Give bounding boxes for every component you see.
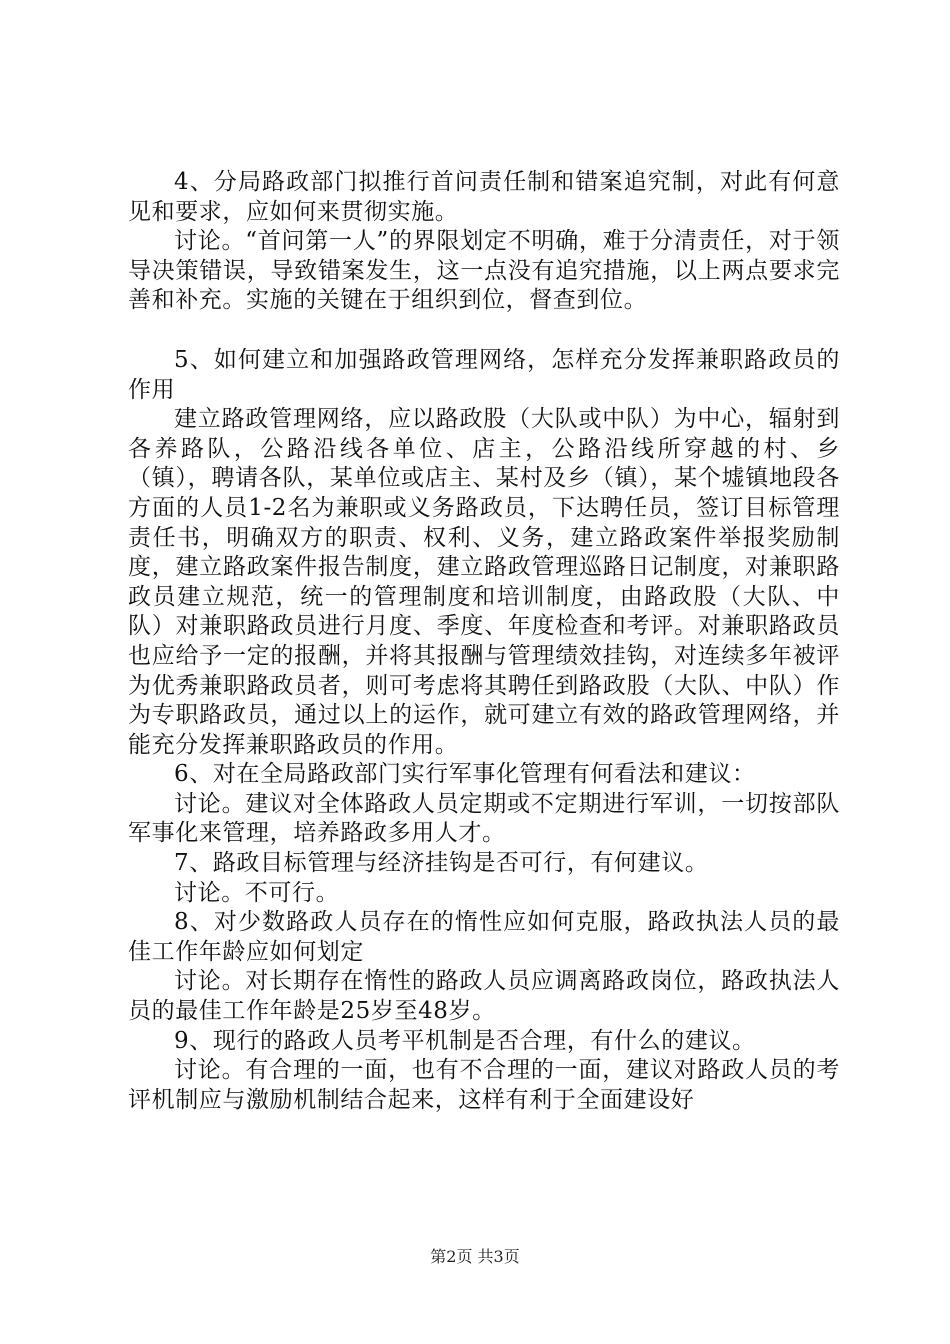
paragraph-question-6: 6、对在全局路政部门实行军事化管理有何看法和建议： (174, 761, 756, 788)
document-body (128, 168, 840, 1115)
paragraph-gap (128, 316, 840, 346)
page-number-footer: 第2页 共3页 (430, 1247, 520, 1266)
paragraph-question-4: 4、分局路政部门拟推行首问责任制和错案追究制，对此有何意见和要求，应如何来贯彻实施。 (128, 169, 840, 225)
paragraph-discussion-8: 讨论。对长期存在惰性的路政人员应调离路政岗位，路政执法人员的最佳工作年龄是25岁至48岁。 (128, 968, 840, 1025)
paragraph-discussion-6: 讨论。建议对全体路政人员定期或不定期进行军训，一切按部队军事化来管理，培养路政多用人才。 (128, 790, 840, 847)
paragraph-question-5: 5、如何建立和加强路政管理网络，怎样充分发挥兼职路政员的作用 (128, 346, 840, 403)
paragraph-discussion-9: 讨论。有合理的一面，也有不合理的一面，建议对路政人员的考评机制应与激励机制结合起来，这样有利于全面建设好 (128, 1057, 840, 1113)
paragraph-discussion-7: 讨论。不可行。 (174, 879, 340, 906)
paragraph-discussion-4: 讨论。“首问第一人”的界限划定不明确，难于分清责任，对于领导决策错误，导致错案发生，这一点没有追究措施，以上两点要求完善和补充。实施的关键在于组织到位，督查到位。 (128, 228, 840, 314)
paragraph-question-9: 9、现行的路政人员考平机制是否合理，有什么的建议。 (174, 1027, 756, 1054)
paragraph-answer-5: 建立路政管理网络，应以路政股（大队或中队）为中心，辐射到各养路队，公路沿线各单位、店主，公路沿线所穿越的村、乡（镇），聘请各队，某单位或店主、某村及乡（镇），某个墟镇地段各方面的人员1-2名为兼职或义务路政员，下达聘任员，签订目标管理责任书，明确双方的职责、权利、义务，建立路政案件举报奖励制度，建立路政案件报告制度，建立路政管理巡路日记制度，对兼职路政员建立规范，统一的管理制度和培训制度，由路政股（大队、中队）对兼职路政员进行月度、季度、年度检查和考评。对兼职路政员也应给予一定的报酬，并将其报酬与管理绩效挂钩，对连续多年被评为优秀兼职路政员者，则可考虑将其聘任到路政股（大队、中队）作为专职路政员，通过以上的运作，就可建立有效的路政管理网络，并能充分发挥兼职路政员的作用。 (128, 406, 840, 758)
paragraph-question-7: 7、路政目标管理与经济挂钩是否可行，有何建议。 (174, 850, 709, 877)
paragraph-question-8: 8、对少数路政人员存在的惰性应如何克服，路政执法人员的最佳工作年龄应如何划定 (128, 909, 840, 965)
